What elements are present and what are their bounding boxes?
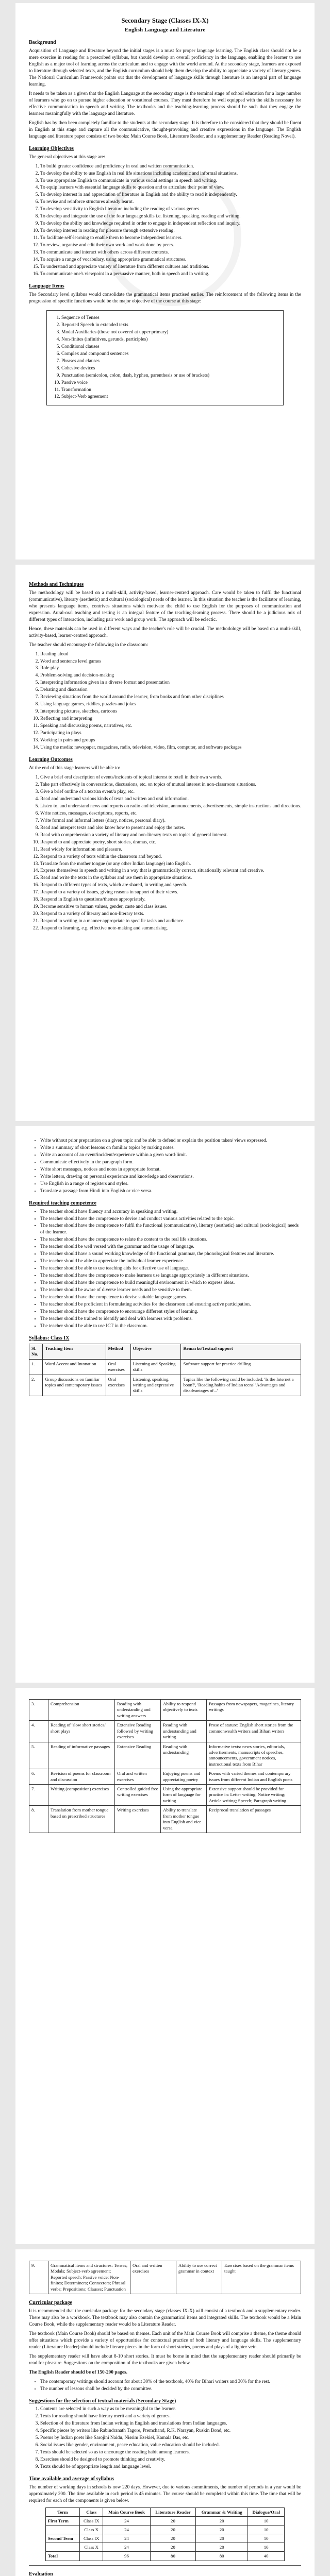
list-item: • Write short messages, notices and notes in appropriate format. — [40, 1166, 301, 1173]
table-row — [29, 1375, 301, 1396]
list-item: • The number of lessons shall be decided by the committee. — [40, 2386, 301, 2393]
cell: 20 — [196, 2543, 248, 2552]
cell — [80, 2552, 103, 2561]
cell: 4. — [29, 1721, 48, 1742]
objectives-intro: The general objectives at this stage are: — [29, 154, 105, 160]
list-item: ▪ The teacher should be able to use teaching aids for effective use of language. — [40, 1265, 301, 1272]
cell: Informative texts: news stories, editorials, advertisements, manuscripts of speeches, announcements, government notices, instructional texts from Bihar — [207, 1742, 301, 1769]
methods-heading: Methods and Techniques — [29, 582, 84, 587]
cell: 8. — [29, 1806, 48, 1833]
competence-list — [29, 1209, 301, 1330]
page-2 — [15, 565, 315, 1121]
list-item: 14. Express themselves in speech and writing in a way that is grammatically correct, situationally relevant and creative. — [40, 868, 301, 874]
curriculum-para: The supplementary reader will have about 8-10 short stories. It must be borne in mind that the supplementary reader should primarily be read for pleasure. Suggestions on the composition of the textbooks are given below. — [29, 2353, 301, 2366]
language-items-intro: The Secondary level syllabus would consolidate the grammatical items practised earlier. The reinforcement of the following items in the progression of specific functions would be the major objective of the course at this stage: — [29, 292, 301, 304]
cell: Topics like the following could be included: 'Is the Internet a boon?', 'Reading habits of Indian teens' 'Advantages and disadvantages of...' — [181, 1375, 301, 1396]
cell: 80 — [196, 2552, 248, 2561]
list-item: 3. Selection of the literature from Indian writing in English and translations from Indian languages. — [40, 2420, 301, 2427]
list-item: 12. To review, organise and edit their own work and work done by peers. — [40, 242, 301, 249]
background-para: English has by then been completely familiar to the students at the secondary stage. It is therefore to be considered that they should be fluent in English at this stage and capture all the communicative, thought-provoking and creative expressions in the language. The English language and literature paper consists of two books: Main Course Book, Literature Reader, and a supplementary Reader (Reading Novel). — [29, 120, 301, 139]
curriculum-split — [29, 2379, 301, 2393]
cell: 24 — [103, 2516, 150, 2525]
objectives-list — [29, 163, 301, 278]
cell: Second Term — [45, 2534, 79, 2543]
table-row — [29, 1700, 301, 1721]
writing-list — [29, 1138, 301, 1195]
list-item: 8. Cohesive devices — [61, 365, 278, 372]
curriculum-para: The textbook (Main Course Book) should be based on themes. Each unit of the Main Course Book will comprise a theme, the theme should offer situations which provide a variety of opportunities for contextual practice of both literary and language skills. The supplementary reader (Literature Reader) should include literary pieces in the form of short stories, poems and plays of a lighter vein. — [29, 2331, 301, 2350]
list-item: 21. Respond in writing in a manner appropriate to specific tasks and audience. — [40, 918, 301, 925]
table-row — [45, 2516, 285, 2525]
cell: Word Accent and Intonation — [43, 1359, 106, 1375]
cell: 7. — [29, 1785, 48, 1806]
list-item: 4. Read and understand various kinds of texts and written and oral information. — [40, 796, 301, 803]
list-item: 10. To develop interest in reading for pleasure through extensive reading. — [40, 228, 301, 234]
list-item: 12. Participating in plays — [40, 730, 301, 737]
list-item: ▪ The teacher should have the competence to fulfil the functional (communicative), literary (aesthetic) and cultural (sociological) needs of the learner. — [40, 1223, 301, 1236]
cell: Oral exercises — [106, 1375, 130, 1396]
table-row — [29, 1721, 301, 1742]
list-item: 9. Texts should be of appropriate length and language level. — [40, 2464, 301, 2470]
list-item: 7. To develop sensitivity to English literature including the reading of various genres. — [40, 206, 301, 213]
list-item: ▪ The teacher should be aware of diverse learner needs and be sensitive to them. — [40, 1287, 301, 1294]
page-1 — [15, 3, 315, 560]
cell: Poems with varied themes and contemporary issues from different Indian and English poets — [207, 1769, 301, 1785]
cell: Listening, speaking, writing and expressive skills — [130, 1375, 181, 1396]
list-item: 4. To equip learners with essential language skills to question and to articulate their point of view. — [40, 184, 301, 191]
list-item: 1. Reading aloud — [40, 651, 301, 658]
cell: Class X — [80, 2543, 103, 2552]
cell: Oral and written exercises — [130, 2261, 176, 2294]
list-item: 3. Role play — [40, 665, 301, 672]
language-items-box — [46, 310, 284, 406]
table-row — [29, 1769, 301, 1785]
list-item: 8. Read and interpret texts and also know how to present and enjoy the notes. — [40, 825, 301, 832]
cell: 10 — [248, 2526, 285, 2534]
cell: Oral and written exercises — [115, 1769, 161, 1785]
cell: Reading with understanding and writing answers — [115, 1700, 161, 1721]
list-item: 5. To develop interest in and appreciation of literature in English and the ability to read it independently. — [40, 192, 301, 198]
background-para: Acquisition of Language and literature beyond the initial stages is a must for proper language learning. The English class should not be a mere exercise in reading for a prescribed syllabus, but should develop an overall proficiency in the language, enabling the learner to use English as a major tool of learning across the curriculum and to engage with the world around. At the secondary stage, learners are exposed to literature through selected texts, and the English curriculum should help them develop the ability to appreciate a variety of literary genres. The National Curriculum Framework points out that the development of language skills through literature is an integral part of language learning. — [29, 48, 301, 88]
list-item: • Write an account of an event/incident/experience within a given word-limit. — [40, 1152, 301, 1159]
cell: Passages from newspapers, magazines, literary writings — [207, 1700, 301, 1721]
list-item: 15. Read and write the texts in the syllabus and use them in appropriate situations. — [40, 875, 301, 882]
cell: Writing (composition) exercises — [48, 1785, 115, 1806]
list-item: ▪ The teacher should have the competence to relate the content to the real life situations. — [40, 1236, 301, 1243]
cell: Ability to translate from mother tongue into English and vice versa — [161, 1806, 207, 1833]
list-item: • Write a summary of short lessons on familiar topics by making notes. — [40, 1145, 301, 1151]
cell: Class IX — [80, 2534, 103, 2543]
page-5 — [15, 2249, 315, 2576]
cell: 20 — [196, 2526, 248, 2534]
list-item: • Write without prior preparation on a given topic and be able to defend or explain the position taken/ views expressed. — [40, 1138, 301, 1144]
column-header: Sl. No. — [29, 1344, 43, 1359]
list-item: 5. Conditional clauses — [61, 344, 278, 350]
list-item: 3. To use appropriate English to communicate in various social settings in speech and writing. — [40, 178, 301, 184]
cell: Listening and Speaking skills — [130, 1359, 181, 1375]
syllabus-heading: Syllabus: Class IX — [29, 1335, 70, 1342]
cell: Class IX — [80, 2516, 103, 2525]
cell: Grammatical items and structures: Tenses; Modals; Subject-verb agreement; Reported speech; Passive voice; Non-finites; Determiners; Connectors; Phrasal verbs; Prepositions; Clauses; Punctuation — [48, 2261, 130, 2294]
cell: 80 — [150, 2552, 196, 2561]
column-header: Term — [45, 2507, 79, 2516]
list-item: • The contemporary writings should account for about 30% of the textbook, 40% for Bihari writers and 30% for the rest. — [40, 2379, 301, 2385]
cell: 2. — [29, 1375, 43, 1396]
column-header: Literature Reader — [150, 2507, 196, 2516]
list-item: ▪ The teacher should have the competence to devise suitable language games. — [40, 1294, 301, 1301]
cell: 10 — [248, 2534, 285, 2543]
list-item: • Use English in a range of registers and styles. — [40, 1181, 301, 1188]
list-item: 7. Write formal and informal letters (diary, notices, personal diary). — [40, 818, 301, 824]
list-item: ▪ The teacher should have a sound working knowledge of the functional grammar, the phonological features and literature. — [40, 1251, 301, 1258]
list-item: 3. Modal Auxiliaries (those not covered at upper primary) — [61, 329, 278, 336]
list-item: 8. Using language games, riddles, puzzles and jokes — [40, 701, 301, 708]
list-item: ▪ The teacher should be well versed with the grammar and the usage of language. — [40, 1244, 301, 1250]
list-item: 18. Respond in English to questions/themes appropriately. — [40, 896, 301, 903]
time-para: The number of working days in schools is now 220 days. However, due to various commitments, the number of periods in a year would be approximately 200. The time available in each period is 45 minutes. The course should be completed within this time. The time that will be required for each of the components is given below. — [29, 2484, 301, 2503]
table-row — [45, 2534, 285, 2543]
outcomes-list — [29, 774, 301, 932]
time-heading: Time available and average of syllabus — [29, 2476, 114, 2482]
cell: 20 — [150, 2543, 196, 2552]
methods-list-intro: The teacher should encourage the following in the classroom: — [29, 642, 148, 648]
list-item: • Translate a passage from Hindi into English or vice versa. — [40, 1188, 301, 1195]
list-item: ▪ The teacher should have the competence to make learners use language appropriately in different situations. — [40, 1273, 301, 1279]
cell: First Term — [45, 2516, 79, 2525]
list-item: 2. Take part effectively in conversations, discussions, etc. on topics of mutual interest in non-classroom situations. — [40, 782, 301, 788]
cell: Writing exercises — [115, 1806, 161, 1833]
list-item: 11. Speaking and discussing poems, narratives, etc. — [40, 723, 301, 730]
cell: 20 — [150, 2516, 196, 2525]
page-4 — [15, 1688, 315, 2244]
page-3 — [15, 1126, 315, 1683]
cell: 20 — [196, 2516, 248, 2525]
column-header: Teaching Item — [43, 1344, 106, 1359]
column-header: Method — [106, 1344, 130, 1359]
list-item: 2. To develop the ability to use English in real life situations including academic and informal situations. — [40, 171, 301, 177]
cell: 20 — [150, 2526, 196, 2534]
list-item: 4. Specific pieces by writers like Rabindranath Tagore, Premchand, R.K. Narayan, Ruskin Bond, etc. — [40, 2428, 301, 2434]
list-item: • Communicate effectively in the paragraph form. — [40, 1159, 301, 1166]
cell: Oral exercises — [106, 1359, 130, 1375]
cell: 6. — [29, 1769, 48, 1785]
list-item: 15. To understand and appreciate variety of literature from different cultures and traditions. — [40, 264, 301, 270]
cell: Ability to respond objectively to texts — [161, 1700, 207, 1721]
cell: 96 — [103, 2552, 150, 2561]
list-item: 11. To facilitate self-learning to enable them to become independent learners. — [40, 235, 301, 242]
list-item: 9. Read with comprehension a variety of literary and non-literary texts on topics of general interest. — [40, 832, 301, 839]
cell: Prose of stature: English short stories from the commonwealth writers and Bihari writers — [207, 1721, 301, 1742]
table-row — [29, 1806, 301, 1833]
list-item: 20. Respond to a variety of literary and non-literary texts. — [40, 911, 301, 918]
cell: Using the appropriate form of language for writing — [161, 1785, 207, 1806]
list-item: 3. Give a brief outline of a text/an event/a play, etc. — [40, 789, 301, 795]
cell: Extensive support should be provided for practice in: Letter writing; Notice writing; Article writing; Speech; Paragraph writing — [207, 1785, 301, 1806]
cell: 5. — [29, 1742, 48, 1769]
list-item: 13. Working in pairs and groups — [40, 737, 301, 744]
curriculum-para: It is recommended that the curricular package for the secondary stage (classes IX-X) will consist of a textbook and a supplementary reader. There may also be a workbook. The textbook may also contain the grammatical items and integrated skills. The textbook would be a Main Course Book, while the supplementary reader would be a Literature Reader. — [29, 2308, 301, 2327]
list-item: 11. Read widely for information and pleasure. — [40, 846, 301, 853]
list-item: 2. Word and sentence level games — [40, 658, 301, 665]
syllabus-table-continued — [29, 1699, 301, 1833]
cell: 24 — [103, 2526, 150, 2534]
cell: 9. — [29, 2261, 48, 2294]
cell: Class X — [80, 2526, 103, 2534]
selection-heading: Suggestions for the selection of textual materials (Secondary Stage) — [29, 2398, 176, 2404]
list-item: 16. Respond to different types of texts, which are shared, in writing and speech. — [40, 882, 301, 889]
list-item: 9. To develop the ability and knowledge required in order to engage in independent reflection and inquiry. — [40, 221, 301, 227]
methods-para: The methodology will be based on a multi-skill, activity-based, learner-centred approach. Care would be taken to fulfil the functional (communicative), literary (aesthetic) and cultural (sociological) needs of the learner. In this situation the teacher is the facilitator of learning, who presents language items, contrives situations which motivate the child to use English for the purposes of communication and expression. Aural-oral teaching and testing is an integral feature of the teaching-learning process. There should be a judicious mix of different types of interaction, including pair work and group work. The approach will be eclectic. — [29, 590, 301, 622]
list-item: ▪ The teacher should have the competence to devise and conduct various activities related to the topic. — [40, 1216, 301, 1223]
cell: Translation from mother tongue based on prescribed structures — [48, 1806, 115, 1833]
time-table — [45, 2507, 285, 2561]
cell: 20 — [196, 2534, 248, 2543]
column-header: Objective — [130, 1344, 181, 1359]
list-item: 7. Texts should be selected so as to encourage the reading habit among learners. — [40, 2449, 301, 2456]
curriculum-heading: Curricular package — [29, 2300, 72, 2306]
cell: Ability to use correct grammar in context — [176, 2261, 222, 2294]
background-para: It needs to be taken as a given that the English Language at the secondary stage is the terminal stage of school education for a large number of learners who go on to pursue higher education or vocational courses. They must therefore be well equipped with the skills necessary for effective communication in speech and writing. The textbooks and the teaching-learning process should be such that they engage the learners meaningfully with the language and literature. — [29, 91, 301, 116]
objectives-heading: Learning Objectives — [29, 145, 74, 151]
syllabus-table-continued — [29, 2261, 301, 2294]
list-item: 10. Passive voice — [61, 380, 278, 386]
list-item: 10. Reflecting and interpreting — [40, 716, 301, 722]
table-row — [29, 1359, 301, 1375]
list-item: 7. Phrases and clauses — [61, 358, 278, 365]
language-items-heading: Language Items — [29, 283, 64, 290]
list-item: 4. Problem-solving and decision-making — [40, 672, 301, 679]
list-item: 5. Listen to, and understand news and reports on radio and television, announcements, advertisements, simple instructions and directions. — [40, 803, 301, 810]
list-item: 1. To build greater confidence and proficiency in oral and written communication. — [40, 163, 301, 170]
cell: Extensive Reading — [115, 1742, 161, 1769]
list-item: 1. Contents are selected in such a way as to be meaningful to the learner. — [40, 2406, 301, 2413]
cell: Reading of informative passages — [48, 1742, 115, 1769]
column-header: Remarks/Textual support — [181, 1344, 301, 1359]
cell — [45, 2543, 79, 2552]
cell: 24 — [103, 2534, 150, 2543]
cell: Controlled guided free writing exercises — [115, 1785, 161, 1806]
outcomes-heading: Learning Outcomes — [29, 757, 73, 763]
list-item: 12. Respond to a variety of texts within the classroom and beyond. — [40, 854, 301, 860]
list-item: 1. Give a brief oral description of events/incidents of topical interest to retell in their own words. — [40, 774, 301, 781]
page-subtitle: English Language and Literature — [124, 27, 206, 33]
list-item: 13. Translate from the mother tongue (or any other Indian language) into English. — [40, 861, 301, 868]
list-item: ▪ The teacher should be able to use ICT in the classroom. — [40, 1323, 301, 1330]
cell: Group discussions on familiar topics and contemporary issues — [43, 1375, 106, 1396]
cell: Software support for practice drilling — [181, 1359, 301, 1375]
list-item: 6. Debating and discussion — [40, 687, 301, 693]
table-row — [29, 1742, 301, 1769]
cell: 3. — [29, 1700, 48, 1721]
list-item: 12. Subject-Verb agreement — [61, 394, 278, 400]
list-item: 14. Using the media: newspaper, magazines, radio, television, video, film, computer, and software packages — [40, 744, 301, 751]
syllabus-table — [29, 1344, 301, 1396]
cell: Enjoying poems and appreciating poetry — [161, 1769, 207, 1785]
list-item: 10. Respond to and appreciate poetry, short stories, dramas, etc. — [40, 839, 301, 846]
cell: Revision of poems for classroom and discussion — [48, 1769, 115, 1785]
cell: 10 — [248, 2543, 285, 2552]
list-item: 9. Punctuation (semicolon, colon, dash, hyphen, parenthesis or use of brackets) — [61, 372, 278, 379]
list-item: 2. Texts for reading should have literary merit and a variety of genres. — [40, 2413, 301, 2420]
list-item: 6. Social issues like gender, environment, peace education, value education should be included. — [40, 2442, 301, 2449]
list-item: ▪ The teacher should be able to appreciate the individual learner experience. — [40, 1258, 301, 1265]
evaluation-heading: Evaluation — [29, 2571, 53, 2576]
list-item: 6. To revise and reinforce structures already learnt. — [40, 199, 301, 206]
list-item: • Write letters, drawing on personal experience and knowledge and observations. — [40, 1174, 301, 1180]
cell: Reading with understanding and writing — [161, 1721, 207, 1742]
table-row — [45, 2526, 285, 2534]
table-row — [45, 2552, 285, 2561]
competence-heading: Required teaching competence — [29, 1200, 96, 1206]
list-item: 5. Interpreting information given in a diverse format and presentation — [40, 680, 301, 686]
list-item: ▪ The teacher should be trained to identify and deal with learners with problems. — [40, 1316, 301, 1323]
cell: Reading with understanding — [161, 1742, 207, 1769]
list-item: 8. To develop and integrate the use of the four language skills i.e. listening, speaking, reading and writing. — [40, 213, 301, 220]
cell: Reading of 'slow short stories/ short plays — [48, 1721, 115, 1742]
column-header: Main Course Book — [103, 2507, 150, 2516]
list-item: 16. To communicate one's viewpoint in a persuasive manner, both in speech and in writing. — [40, 271, 301, 278]
table-row — [29, 2261, 301, 2294]
cell — [45, 2526, 79, 2534]
list-item: 8. Exercises should be designed to promote thinking and creativity. — [40, 2456, 301, 2463]
background-heading: Background — [29, 40, 56, 46]
page-title: Secondary Stage (Classes IX-X) — [121, 17, 209, 24]
cell: Reciprocal translation of passages — [207, 1806, 301, 1833]
list-item: ▪ The teacher should have the competence to encourage different styles of learning. — [40, 1309, 301, 1315]
list-item: 17. Respond to a variety of issues, giving reasons in support of their views. — [40, 889, 301, 896]
list-item: 22. Respond to learning, e.g. effective note-making and summarising. — [40, 925, 301, 932]
list-item: 2. Reported Speech in extended texts — [61, 322, 278, 329]
list-item: 13. To communicate and interact with others across different contexts. — [40, 249, 301, 256]
list-item: 7. Reviewing situations from the world around the learner, from books and from other disciplines — [40, 694, 301, 701]
list-item: 11. Transformation — [61, 387, 278, 394]
list-item: 5. Poems by Indian poets like Sarojini Naidu, Nissim Ezekiel, Kamala Das, etc. — [40, 2435, 301, 2442]
column-header: Dialogue/Oral — [248, 2507, 285, 2516]
selection-list — [29, 2406, 301, 2470]
list-item: ▪ The teacher should be proficient in formulating activities for the classroom and ensuring active participation. — [40, 1301, 301, 1308]
cell: Comprehension — [48, 1700, 115, 1721]
list-item: 19. Become sensitive to human values, gender, caste and class issues. — [40, 904, 301, 910]
cell: 10 — [248, 2516, 285, 2525]
list-item: 6. Write notices, messages, descriptions, reports, etc. — [40, 810, 301, 817]
outcomes-intro: At the end of this stage learners will be able to: — [29, 765, 121, 771]
list-item: 6. Complex and compound sentences — [61, 351, 278, 358]
list-item: 14. To acquire a range of vocabulary, using appropriate grammatical structures. — [40, 257, 301, 263]
column-header: Class — [80, 2507, 103, 2516]
table-row — [45, 2543, 285, 2552]
cell: Exercises based on the grammar items taught — [222, 2261, 301, 2294]
cell: 20 — [150, 2534, 196, 2543]
divider — [29, 2565, 301, 2566]
table-row — [29, 1785, 301, 1806]
list-item: 1. Sequence of Tenses — [61, 315, 278, 321]
cell: 40 — [248, 2552, 285, 2561]
curriculum-split-intro: The English Reader should be of 150-200 pages. — [29, 2369, 128, 2375]
cell: Extensive Reading followed by writing exercises — [115, 1721, 161, 1742]
cell: 1. — [29, 1359, 43, 1375]
list-item: 4. Non-finites (infinitives, gerunds, participles) — [61, 336, 278, 343]
methods-list — [29, 651, 301, 752]
cell: Total — [45, 2552, 79, 2561]
methods-para: Hence, these materials can be used in different ways and the teacher's role will be crucial. The methodology will be based on a multi-skill, activity-based, learner-centred approach. — [29, 626, 301, 638]
list-item: ▪ The teacher should have fluency and accuracy in speaking and writing. — [40, 1209, 301, 1215]
list-item: 9. Interpreting pictures, sketches, cartoons — [40, 708, 301, 715]
column-header: Grammar & Writing — [196, 2507, 248, 2516]
cell: 24 — [103, 2543, 150, 2552]
list-item: ▪ The teacher should have the competence to build meaningful environment in which to express ideas. — [40, 1280, 301, 1286]
